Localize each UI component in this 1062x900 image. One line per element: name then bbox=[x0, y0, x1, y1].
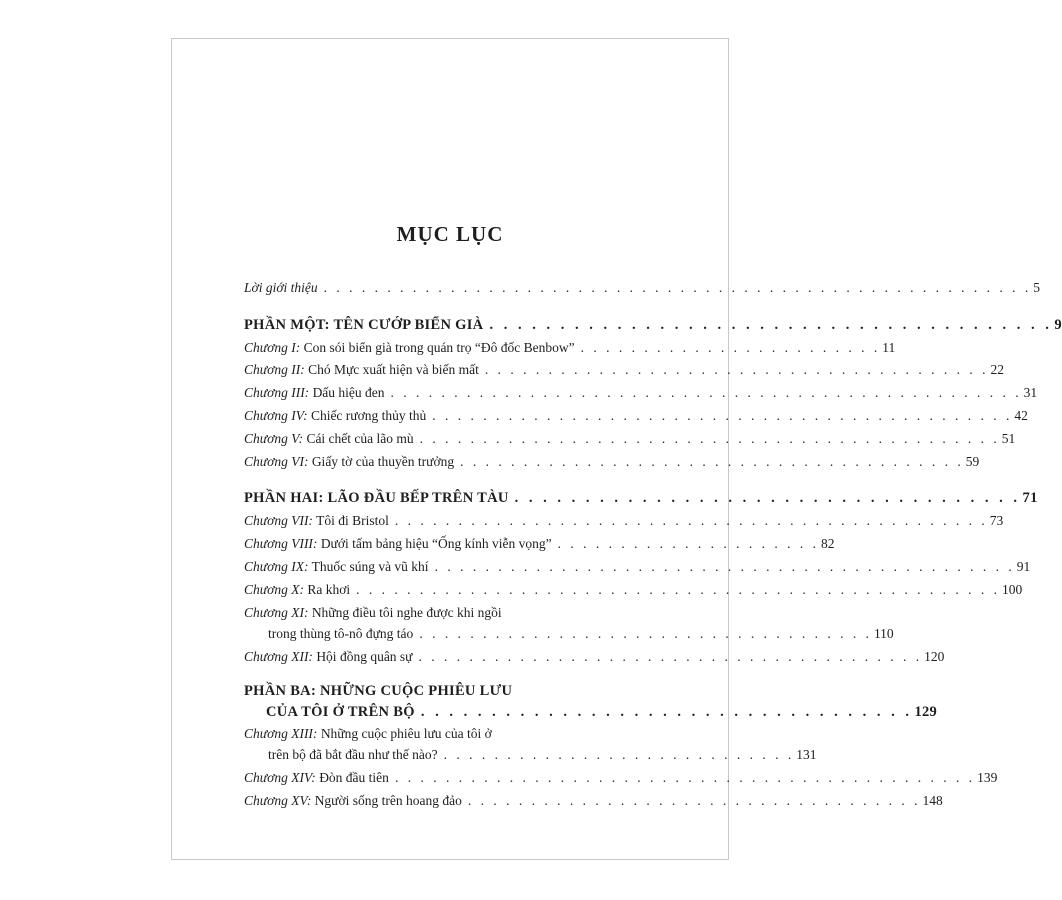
chapter-title-continued: trong thùng tô-nô đựng táo bbox=[268, 626, 414, 641]
part-title: PHẦN BA: NHỮNG CUỘC PHIÊU LƯU bbox=[244, 683, 513, 699]
leader-dots: . . . . . . . . . . . . . . . . . . . . . . . . . . . . . . . . . . . . bbox=[514, 490, 1021, 506]
chapter-number: Chương XII: bbox=[244, 649, 313, 664]
leader-dots: . . . . . . . . . . . . . . . . . . . . . . . . . . . . . . . . . . . . . . . . . . . . . . . . . . . . . . . . bbox=[323, 280, 1032, 295]
toc-chapter bbox=[244, 407, 1028, 425]
leader-dots: . . . . . . . . . . . . . . . . . . . . . . . . . . . . . . . . . . . . . . . . . . . . . . bbox=[432, 408, 1013, 423]
chapter-title: Chiếc rương thủy thủ bbox=[310, 408, 427, 423]
toc-chapter-line2 bbox=[268, 746, 817, 764]
page-number: 73 bbox=[989, 513, 1004, 528]
toc-chapter bbox=[244, 453, 980, 471]
page-number: 5 bbox=[1033, 280, 1041, 295]
leader-dots: . . . . . . . . . . . . . . . . . . . . . . . . . . . . . . . . . . . . . . . . bbox=[418, 649, 923, 664]
chapter-number: Chương XIII: bbox=[244, 726, 318, 741]
toc-chapter-line2 bbox=[268, 625, 894, 643]
page-number: 42 bbox=[1014, 408, 1028, 423]
page-number: 131 bbox=[796, 747, 817, 762]
toc-chapter bbox=[244, 769, 998, 787]
page-number: 51 bbox=[1001, 431, 1016, 446]
page-number: 139 bbox=[977, 770, 998, 785]
toc-chapter bbox=[244, 512, 1004, 530]
leader-dots: . . . . . . . . . . . . . . . . . . . . . . . . . . . . bbox=[443, 747, 795, 762]
toc-chapter-line1 bbox=[244, 725, 492, 743]
chapter-number: Chương IX: bbox=[244, 559, 309, 574]
page-number: 120 bbox=[924, 649, 945, 664]
toc-chapter bbox=[244, 339, 896, 357]
leader-dots: . . . . . . . . . . . . . . . . . . . . . . . . . . . . . . . . . . . . . . . . . . . . . . bbox=[434, 559, 1015, 574]
intro-label: Lời giới thiệu bbox=[244, 280, 318, 295]
toc-part-two bbox=[244, 489, 1038, 507]
chapter-number: Chương XI: bbox=[244, 605, 309, 620]
toc-chapter bbox=[244, 792, 943, 810]
part-title: PHẦN MỘT: TÊN CƯỚP BIỂN GIÀ bbox=[244, 317, 484, 333]
leader-dots: . . . . . . . . . . . . . . . . . . . . . . . . bbox=[580, 340, 881, 355]
page-number: 110 bbox=[873, 626, 894, 641]
toc-part-one bbox=[244, 316, 1062, 334]
leader-dots: . . . . . . . . . . . . . . . . . . . . . . . . . . . . . . . . . . . . bbox=[467, 793, 921, 808]
toc-chapter bbox=[244, 361, 1004, 379]
toc-part-three bbox=[266, 703, 938, 721]
chapter-number: Chương VIII: bbox=[244, 536, 318, 551]
leader-dots: . . . . . . . . . . . . . . . . . . . . . . . . . . . . . . . . . . . . . . . . . . . . . . bbox=[419, 431, 1000, 446]
chapter-title: Thuốc súng và vũ khí bbox=[311, 559, 429, 574]
chapter-title: Con sói biển già trong quán trọ “Đô đốc Benbow” bbox=[303, 340, 575, 355]
page-number: 100 bbox=[1001, 582, 1023, 597]
page-number: 129 bbox=[914, 704, 938, 720]
part-title-continued: CỦA TÔI Ở TRÊN BỘ bbox=[266, 704, 415, 720]
chapter-title: Hội đồng quân sự bbox=[316, 649, 413, 664]
chapter-title: Ra khơi bbox=[307, 582, 351, 597]
leader-dots: . . . . . . . . . . . . . . . . . . . . . . . . . . . . . . . . . . . . . . . . bbox=[484, 362, 989, 377]
chapter-title: Người sống trên hoang đảo bbox=[314, 793, 462, 808]
part-title: PHẦN HAI: LÃO ĐẦU BẾP TRÊN TÀU bbox=[244, 490, 509, 506]
chapter-title: Đòn đầu tiên bbox=[319, 770, 389, 785]
leader-dots: . . . . . . . . . . . . . . . . . . . . . . . . . . . . . . . . . . . . . . . . . . . . . . . bbox=[394, 513, 988, 528]
book-page bbox=[171, 38, 1062, 860]
leader-dots: . . . . . . . . . . . . . . . . . . . . . . . . . . . . . . . . . . . . . . . . . . . . . . . . . . bbox=[390, 385, 1022, 400]
toc-chapter bbox=[244, 581, 1023, 599]
page-number: 59 bbox=[965, 454, 980, 469]
chapter-number: Chương X: bbox=[244, 582, 304, 597]
page-number: 11 bbox=[882, 340, 896, 355]
chapter-title-continued: trên bộ đã bắt đầu như thế nào? bbox=[268, 747, 438, 762]
chapter-title: Cái chết của lão mù bbox=[306, 431, 414, 446]
leader-dots: . . . . . . . . . . . . . . . . . . . . . . . . . . . . . . . . . . . . . . . . bbox=[489, 317, 1053, 333]
chapter-number: Chương XIV: bbox=[244, 770, 316, 785]
toc-chapter bbox=[244, 384, 1038, 402]
toc-chapter bbox=[244, 430, 1016, 448]
page-number: 148 bbox=[922, 793, 943, 808]
page-number: 71 bbox=[1022, 490, 1038, 506]
chapter-number: Chương IV: bbox=[244, 408, 308, 423]
leader-dots: . . . . . . . . . . . . . . . . . . . . . . . . . . . . . . . . . . . . bbox=[419, 626, 872, 641]
chapter-number: Chương VI: bbox=[244, 454, 309, 469]
page-number: 91 bbox=[1016, 559, 1031, 574]
page-number: 9 bbox=[1054, 317, 1062, 333]
page-number: 22 bbox=[990, 362, 1004, 377]
page-title: MỤC LỤC bbox=[396, 222, 504, 246]
chapter-number: Chương VII: bbox=[244, 513, 313, 528]
chapter-title: Dưới tấm bảng hiệu “Ống kính viễn vọng” bbox=[320, 536, 552, 551]
chapter-title: Những điều tôi nghe được khi ngồi bbox=[311, 605, 502, 620]
toc-chapter bbox=[244, 558, 1031, 576]
chapter-title: Những cuộc phiêu lưu của tôi ở bbox=[320, 726, 492, 741]
chapter-number: Chương II: bbox=[244, 362, 305, 377]
toc-entry-intro bbox=[244, 279, 1041, 297]
page-number: 31 bbox=[1023, 385, 1038, 400]
chapter-title: Giấy tờ của thuyền trưởng bbox=[311, 454, 455, 469]
toc-chapter-line1 bbox=[244, 604, 502, 622]
toc-chapter bbox=[244, 535, 835, 553]
chapter-number: Chương V: bbox=[244, 431, 304, 446]
chapter-number: Chương I: bbox=[244, 340, 301, 355]
page-number: 82 bbox=[820, 536, 835, 551]
leader-dots: . . . . . . . . . . . . . . . . . . . . . . . . . . . . . . . . . . . . . . . . . . . . . . . . . . . bbox=[356, 582, 1000, 597]
chapter-title: Dấu hiệu đen bbox=[312, 385, 385, 400]
leader-dots: . . . . . . . . . . . . . . . . . . . . . bbox=[557, 536, 819, 551]
leader-dots: . . . . . . . . . . . . . . . . . . . . . . . . . . . . . . . . . . . . . . . . bbox=[460, 454, 964, 469]
chapter-number: Chương XV: bbox=[244, 793, 312, 808]
chapter-title: Chó Mực xuất hiện và biến mất bbox=[308, 362, 479, 377]
chapter-number: Chương III: bbox=[244, 385, 310, 400]
chapter-title: Tôi đi Bristol bbox=[316, 513, 389, 528]
leader-dots: . . . . . . . . . . . . . . . . . . . . . . . . . . . . . . . . . . . . . . . . . . . . . . bbox=[394, 770, 976, 785]
leader-dots: . . . . . . . . . . . . . . . . . . . . . . . . . . . . . . . . . . . bbox=[420, 704, 913, 720]
toc-chapter bbox=[244, 648, 945, 666]
